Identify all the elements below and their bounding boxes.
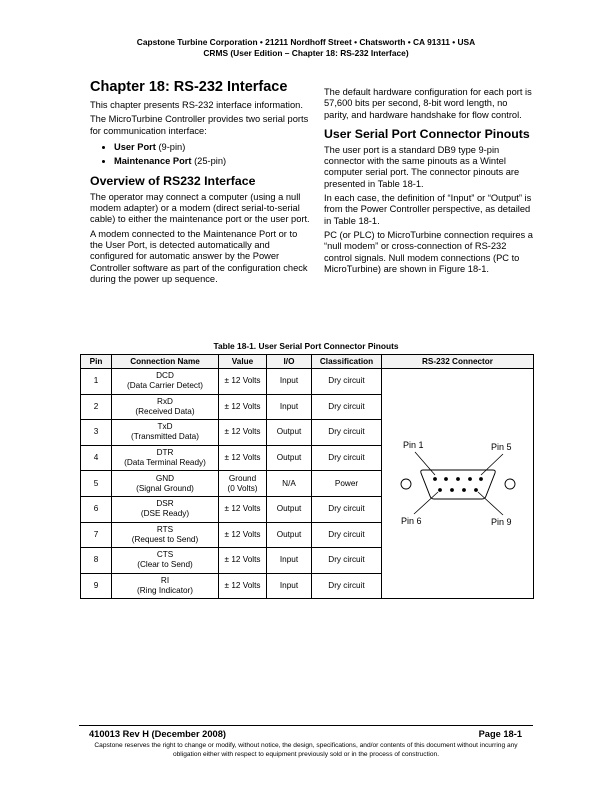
pin-number: 6 [81,496,112,522]
connection-name: CTS (Clear to Send) [112,548,219,574]
table-header-row [81,355,534,369]
pinouts-paragraph-3: PC (or PLC) to MicroTurbine connection requires a “null modem” or cross-connection of RS-232 control signals. Null modem connections (PC to MicroTurbine) are shown in Figure 18-1. [324,229,533,274]
pin-number: 7 [81,522,112,548]
pin-dot-5 [479,477,483,481]
pin-dot-4 [468,477,472,481]
pinouts-paragraph-1: The user port is a standard DB9 type 9-pin connector with the same pinouts as a Wintel computer serial port. The connector pinouts are presented in Table 18-1. [324,144,520,189]
pin5-leader [481,454,503,475]
page-header [0,37,612,59]
footer-page-number: Page 18-1 [478,729,522,739]
footer-doc-id: 410013 Rev H (December 2008) [89,729,226,739]
classification: Dry circuit [312,445,382,471]
right-mounting-hole [505,479,515,489]
db9-connector-diagram [383,372,533,592]
port-list-item: • Maintenance Port (25-pin) [114,154,312,168]
pin1-leader [415,452,435,475]
header-connection-name: Connection Name [112,355,219,369]
header-pin: Pin [81,355,112,369]
pin5-label: Pin 5 [490,442,512,453]
connector-diagram-cell [382,369,534,599]
pin-dot-7 [450,488,454,492]
classification: Dry circuit [312,548,382,574]
header-address: Capstone Turbine Corporation • 21211 Nordhoff Street • Chatsworth • CA 91311 • USA [136,37,476,47]
header-doc-title: CRMS (User Edition – Chapter 18: RS-232 Interface) [203,48,409,58]
footer-disclaimer: Capstone reserves the right to change or modify, without notice, the design, specifications, and/or contents of this document without incurring any obligation either with respect to equipment previously sold or in the process of construction. [94,742,518,758]
connection-name: RTS (Request to Send) [112,522,219,548]
overview-heading: Overview of RS232 Interface [90,173,256,188]
connection-name: GND (Signal Ground) [112,471,219,497]
pinout-table [80,354,534,599]
pin-number: 9 [81,573,112,599]
pin-number: 4 [81,445,112,471]
connection-name: DTR (Data Terminal Ready) [112,445,219,471]
io: N/A [267,471,312,497]
left-column [90,79,312,288]
footer-divider [79,725,533,726]
classification: Dry circuit [312,369,382,395]
default-config-paragraph: The default hardware configuration for each port is 57,600 bits per second, 8-bit word length, no parity, and hardware handshake for flow control. [324,87,532,120]
pin-number: 2 [81,394,112,420]
connection-name: DSR (DSE Ready) [112,496,219,522]
pin6-label: Pin 6 [400,516,422,527]
pin-dot-6 [438,488,442,492]
connection-name: RxD (Received Data) [112,394,219,420]
left-mounting-hole [401,479,411,489]
pinouts-paragraph-2: In each case, the definition of “Input” or “Output” is from the Power Controller perspective, as detailed in Table 18-1. [324,193,532,226]
pin9-leader [478,492,503,515]
table-row [81,369,534,395]
connection-name: RI (Ring Indicator) [112,573,219,599]
pin-dot-9 [474,488,478,492]
header-io: I/O [267,355,312,369]
table-caption: Table 18-1. User Serial Port Connector Pinouts [213,341,399,351]
io: Input [267,369,312,395]
chapter-title: Chapter 18: RS-232 Interface [90,79,288,95]
value: ± 12 Volts [219,522,267,548]
value: ± 12 Volts [219,445,267,471]
right-column [324,87,534,278]
pin-dot-1 [433,477,437,481]
classification: Dry circuit [312,420,382,446]
connection-name: DCD (Data Carrier Detect) [112,369,219,395]
value: ± 12 Volts [219,548,267,574]
pin1-label: Pin 1 [402,440,424,451]
pin6-leader [414,492,438,514]
io: Output [267,420,312,446]
classification: Dry circuit [312,573,382,599]
value: ± 12 Volts [219,369,267,395]
pin-dot-3 [456,477,460,481]
value: ± 12 Volts [219,420,267,446]
overview-paragraph-1: The operator may connect a computer (using a null modem adapter) or a modem (direct serial-to-serial cable) to either the maintenance port or the user port. [90,191,310,225]
ports-intro: The MicroTurbine Controller provides two serial ports for communication interface: [90,114,309,136]
header-rs232-connector: RS-232 Connector [382,355,534,369]
pin-number: 3 [81,420,112,446]
io: Output [267,496,312,522]
port-list [90,140,312,168]
classification: Dry circuit [312,522,382,548]
pin9-label: Pin 9 [490,517,512,528]
value: ± 12 Volts [219,573,267,599]
io: Input [267,548,312,574]
overview-paragraph-2: A modem connected to the Maintenance Port or to the User Port, is detected automatically and configured for automatic answer by the Power Controller software as part of the configuration check during the power up sequence. [90,228,308,284]
pin-dots [433,477,483,492]
classification: Power [312,471,382,497]
chapter-intro: This chapter presents RS-232 interface information. [90,100,303,110]
pin-number: 8 [81,548,112,574]
value: ± 12 Volts [219,496,267,522]
io: Input [267,573,312,599]
pin-number: 1 [81,369,112,395]
header-value: Value [219,355,267,369]
header-classification: Classification [312,355,382,369]
pin-dot-2 [444,477,448,481]
classification: Dry circuit [312,496,382,522]
pin-number: 5 [81,471,112,497]
classification: Dry circuit [312,394,382,420]
io: Output [267,522,312,548]
value: ± 12 Volts [219,394,267,420]
connection-name: TxD (Transmitted Data) [112,420,219,446]
pinouts-heading: User Serial Port Connector Pinouts [324,126,530,141]
io: Output [267,445,312,471]
pin-dot-8 [462,488,466,492]
port-list-item: • User Port (9-pin) [114,140,312,154]
io: Input [267,394,312,420]
value: Ground (0 Volts) [219,471,267,497]
connector-shell [420,470,495,499]
